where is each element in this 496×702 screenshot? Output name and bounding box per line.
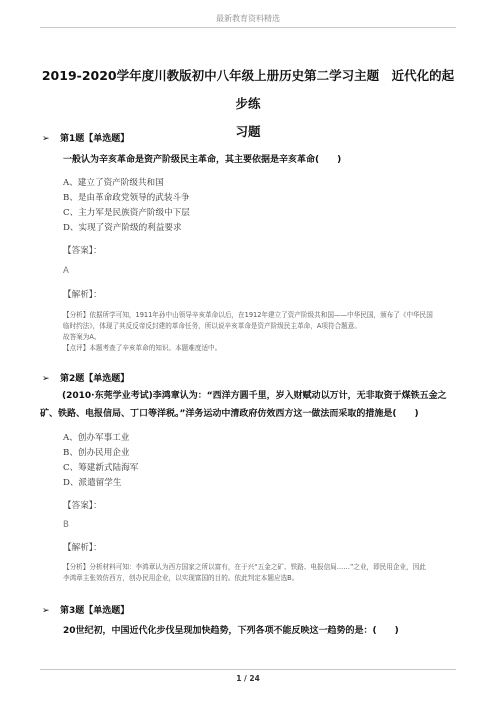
question-2-heading-text: 第2题【单选题】 xyxy=(60,374,130,384)
question-2-option-c: C、筹建新式陆海军 xyxy=(63,463,139,473)
question-3-stem: 20世纪初，中国近代化步伐呈现加快趋势，下列各项不能反映这一趋势的是：( ) xyxy=(63,626,399,636)
question-1-option-b: B、是由革命政党领导的武装斗争 xyxy=(63,193,190,203)
question-1-analysis xyxy=(63,310,458,354)
question-2-analysis-label: 【解析】： xyxy=(63,543,102,553)
question-2-stem: (2010·东莞学业考试)李鸿章认为：“西洋方圆千里，岁入财赋动以万计，无非取资于煤铁五金之矿、铁路、电报信局、丁口等洋税。”洋务运动中清政府仿效西方这一做法而采取的措施是( ) xyxy=(40,391,447,419)
question-1-option-c: C、主力军是民族资产阶级中下层 xyxy=(63,208,190,218)
analysis-line: 【分析】依据所学可知，1911年孙中山领导辛亥革命以后，在1912年建立了资产阶级共和国——中华民国，颁布了《中华民国 xyxy=(63,311,433,319)
arrow-bullet-icon: ➢ xyxy=(42,374,50,384)
question-1-heading-text: 第1题【单选题】 xyxy=(60,134,130,144)
arrow-bullet-icon: ➢ xyxy=(42,134,50,144)
question-1-answer: A xyxy=(63,266,69,276)
question-2-option-a: A、创办军事工业 xyxy=(63,433,130,443)
question-1-stem: 一般认为辛亥革命是资产阶级民主革命，其主要依据是辛亥革命( ) xyxy=(63,155,342,165)
question-1-option-d: D、实现了资产阶级的利益要求 xyxy=(63,223,182,233)
analysis-line: 李鸿章主张效仿西方，创办民用企业，以实现富国的目的。依此判定本题应选B。 xyxy=(63,574,299,582)
footer-divider xyxy=(40,669,456,670)
header-note: 最新教育资料精选 xyxy=(216,14,280,23)
analysis-line: 【分析】分析材料可知：李鸿章认为西方国家之所以富有，在于兴“五金之矿、铁路、电报信局……”之业，即民用企业，因此 xyxy=(63,563,426,571)
header-divider xyxy=(40,27,456,28)
question-2-option-b: B、创办民用企业 xyxy=(63,448,130,458)
analysis-line: 临时约法》，体现了其反反帝反封建的革命任务，所以说辛亥革命是资产阶级民主革命，A项符合题意。 xyxy=(63,322,361,330)
question-3-heading xyxy=(42,603,129,616)
analysis-line: 故答案为A。 xyxy=(63,333,101,341)
question-1-answer-label: 【答案】： xyxy=(63,246,102,256)
arrow-bullet-icon: ➢ xyxy=(42,606,50,616)
question-2-answer: B xyxy=(63,520,69,530)
question-2-answer-label: 【答案】： xyxy=(63,501,102,511)
question-2-option-d: D、派遣留学生 xyxy=(63,478,122,488)
page-number: 1 / 24 xyxy=(236,674,260,683)
question-2-heading xyxy=(42,371,129,384)
question-1-heading xyxy=(42,131,129,144)
analysis-line: 【点评】本题考查了辛亥革命的知识。本题难度适中。 xyxy=(63,344,222,352)
question-3-heading-text: 第3题【单选题】 xyxy=(60,606,130,616)
question-1-option-a: A、建立了资产阶级共和国 xyxy=(63,178,164,188)
title-line-1: 2019-2020学年度川教版初中八年级上册历史第二学习主题 近代化的起步练 xyxy=(41,68,455,111)
title-line-2: 习题 xyxy=(235,124,261,139)
question-2-analysis xyxy=(63,562,458,584)
question-1-analysis-label: 【解析】： xyxy=(63,290,102,300)
